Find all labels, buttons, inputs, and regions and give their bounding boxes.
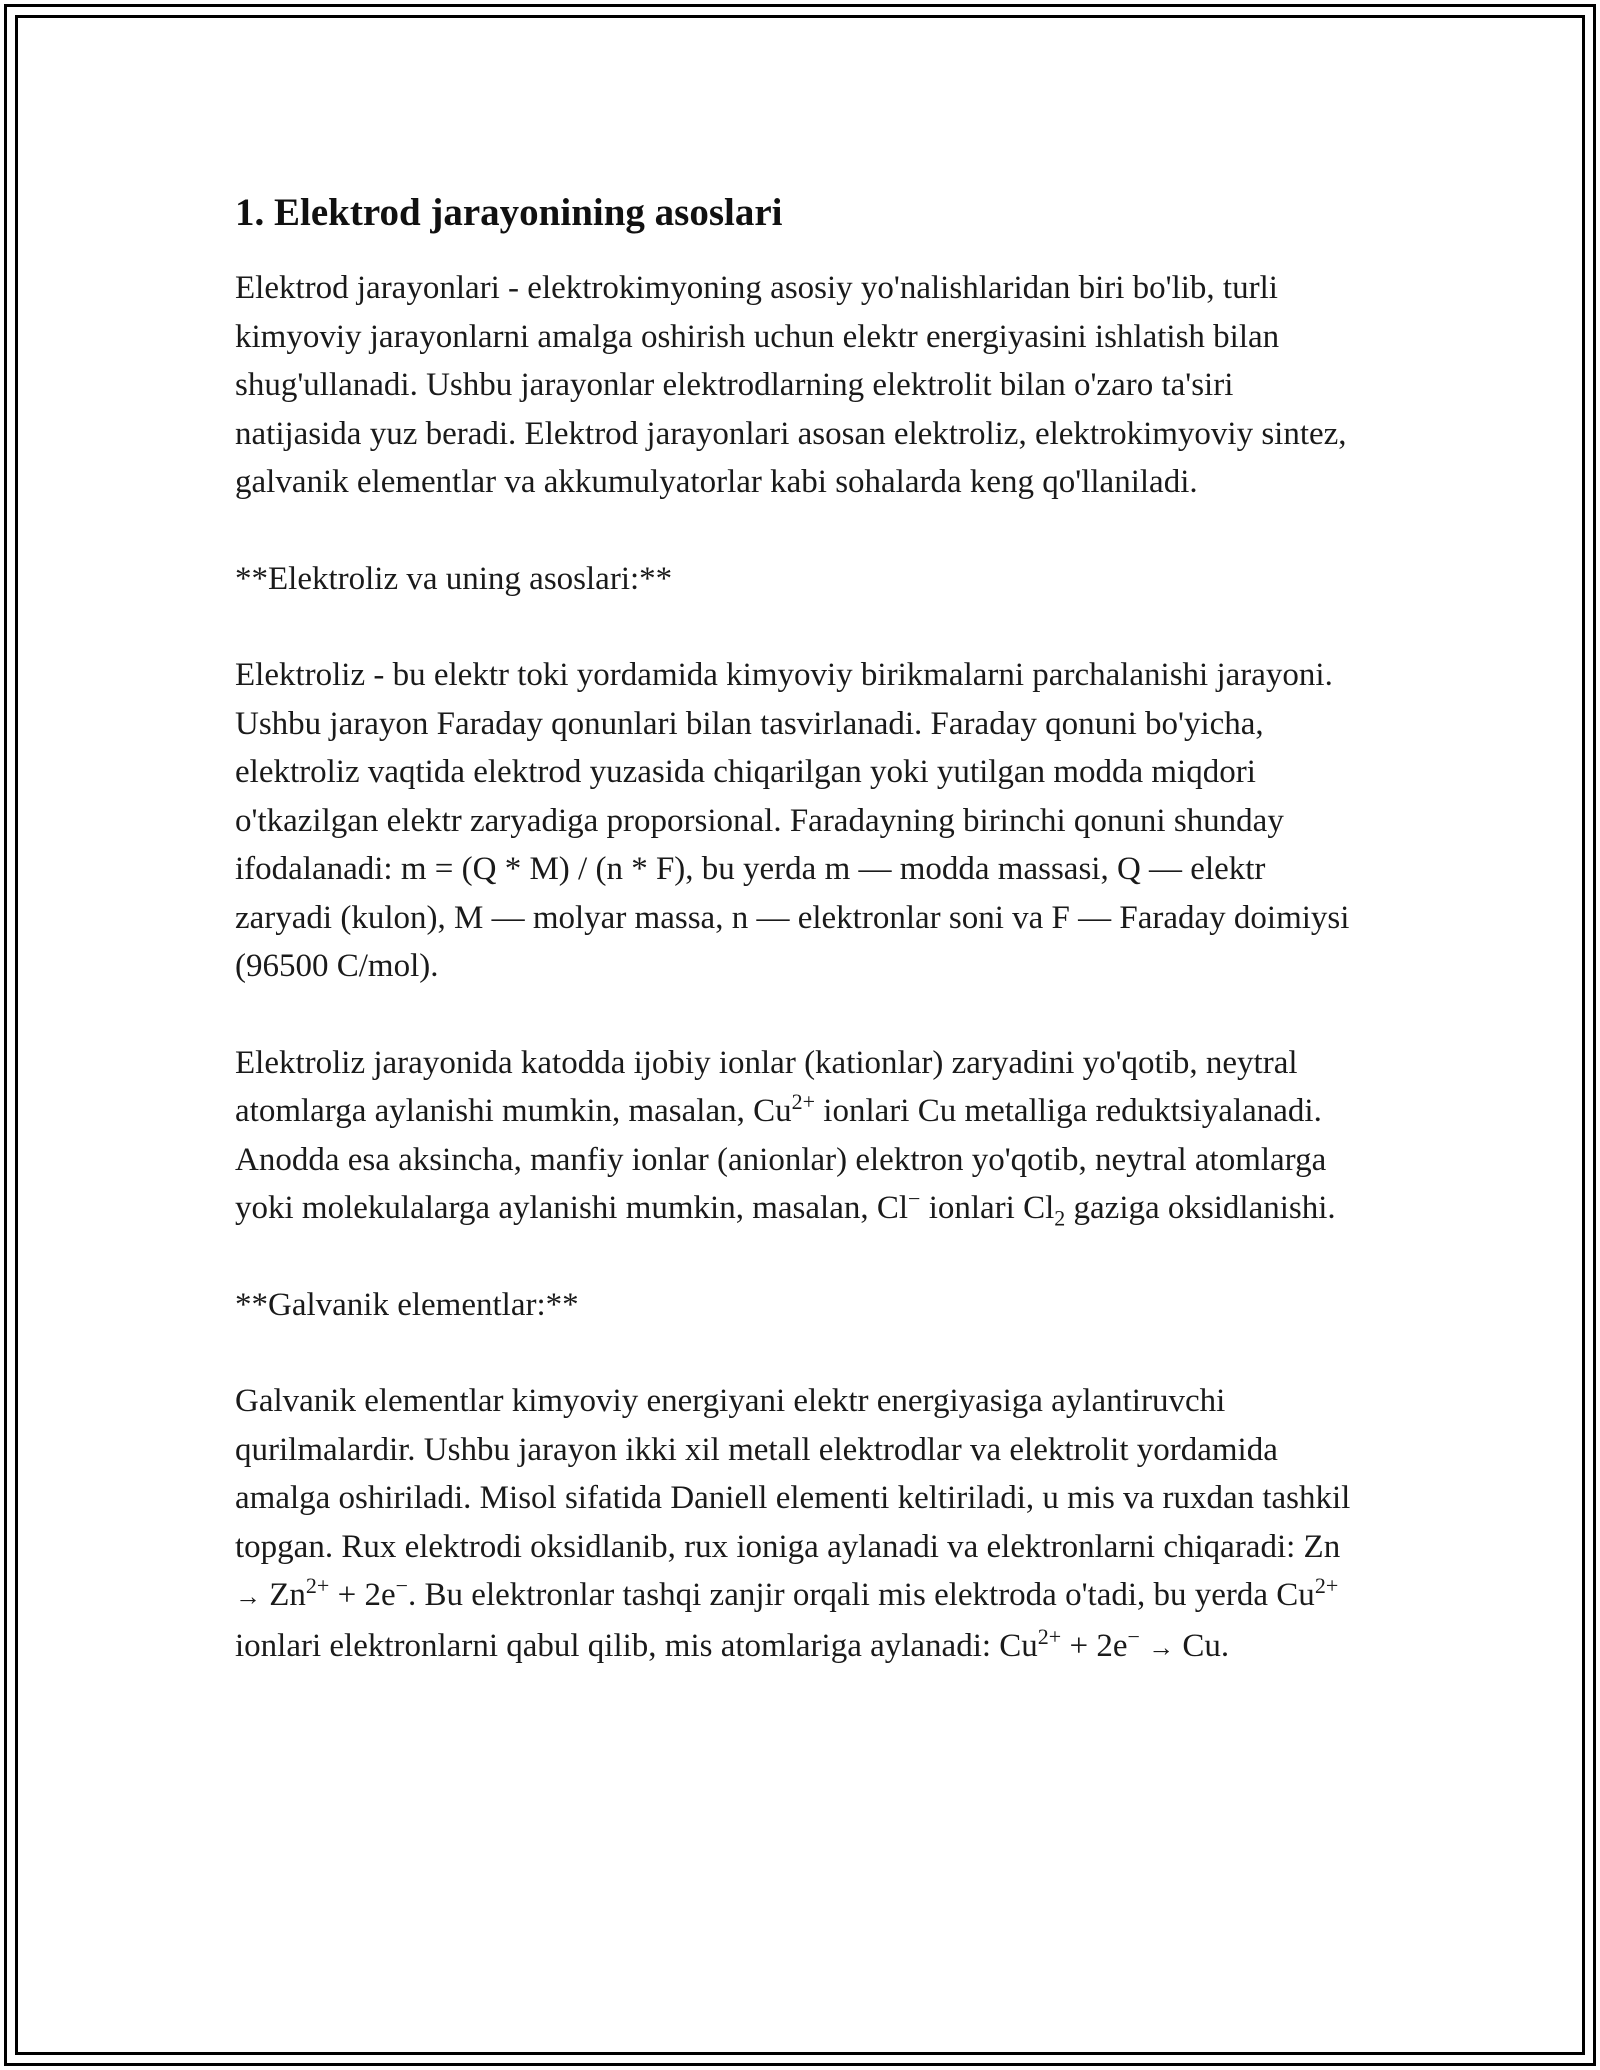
electrolysis-ions-paragraph xyxy=(235,1039,1365,1233)
superscript: − xyxy=(908,1186,921,1211)
galvanic-paragraph xyxy=(235,1377,1365,1672)
superscript: 2+ xyxy=(1314,1573,1339,1598)
superscript: 2+ xyxy=(1037,1623,1062,1649)
text-run: + 2e xyxy=(1061,1627,1128,1664)
superscript: 2+ xyxy=(305,1573,330,1598)
text-run: + 2e xyxy=(329,1577,396,1613)
superscript: − xyxy=(395,1573,409,1598)
text-run xyxy=(1140,1628,1148,1664)
text-run: ionlari Cl xyxy=(920,1190,1055,1226)
electrolysis-heading: **Elektroliz va uning asoslari:** xyxy=(235,560,673,597)
text-run: Elektroliz jarayonida katodda ijobiy ionlar (kationlar) zaryadini yo'qotib, neytral atomlarga aylanishi mumkin, masalan, Cu xyxy=(235,1044,1298,1129)
document-body xyxy=(235,188,1365,1720)
arrow-right-icon: → xyxy=(235,1582,261,1611)
superscript: − xyxy=(1127,1623,1140,1649)
text-run: Cu. xyxy=(1174,1627,1230,1664)
text-run: ionlari elektronlarni qabul qilib, mis atomlariga aylanadi: Cu xyxy=(235,1627,1038,1664)
intro-paragraph: Elektrod jarayonlari - elektrokimyoning asosiy yo'nalishlaridan biri bo'lib, turli kimyoviy jarayonlarni amalga oshirish uchun elektr energiyasini ishlatish bilan shug'ullanadi. Ushbu jarayonlar elektrodlarning elektrolit bilan o'zaro ta'siri natijasida yuz beradi. Elektrod jarayonlari asosan elektroliz, elektrokimyoviy sintez, galvanik elementlar va akkumulyatorlar kabi sohalarda keng qo'llaniladi. xyxy=(235,270,1347,500)
galvanic-heading: **Galvanik elementlar:** xyxy=(235,1286,579,1323)
subscript: 2 xyxy=(1054,1205,1066,1231)
text-run: ionlari Cu metalliga reduktsiyalanadi. Anodda esa aksincha, manfiy ionlar (anionlar) elektron yo'qotib, neytral atomlarga yoki molekulalarga aylanishi mumkin, masalan, Cl xyxy=(235,1093,1327,1226)
section-title: 1. Elektrod jarayonining asoslari xyxy=(235,191,783,234)
text-run: Zn xyxy=(261,1577,306,1613)
text-run: . Bu elektronlar tashqi zanjir orqali mis elektroda o'tadi, bu yerda Cu xyxy=(408,1577,1315,1613)
superscript: 2+ xyxy=(791,1089,816,1114)
faraday-paragraph: Elektroliz - bu elektr toki yordamida kimyoviy birikmalarni parchalanishi jarayoni. Ushbu jarayon Faraday qonunlari bilan tasvirlanadi. Faraday qonuni bo'yicha, elektroliz vaqtida elektrod yuzasida chiqarilgan yoki yutilgan modda miqdori o'tkazilgan elektr zaryadiga proporsional. Faradayning birinchi qonuni shunday ifodalanadi: m = (Q * M) / (n * F), bu yerda m — modda massasi, Q — elektr zaryadi (kulon), M — molyar massa, n — elektronlar soni va F — Faraday doimiysi (96500 C/mol). xyxy=(235,657,1350,984)
arrow-right-icon: → xyxy=(1148,1632,1175,1662)
text-run: Galvanik elementlar kimyoviy energiyani elektr energiyasiga aylantiruvchi qurilmalardir. Ushbu jarayon ikki xil metall elektrodlar va elektrolit yordamida amalga oshiriladi. Misol sifatida Daniell elementi keltiriladi, u mis va ruxdan tashkil topgan. Rux elektrodi oksidlanib, rux ioniga aylanadi va elektronlarni chiqaradi: Zn xyxy=(235,1383,1351,1565)
text-run: gaziga oksidlanishi. xyxy=(1065,1190,1336,1226)
